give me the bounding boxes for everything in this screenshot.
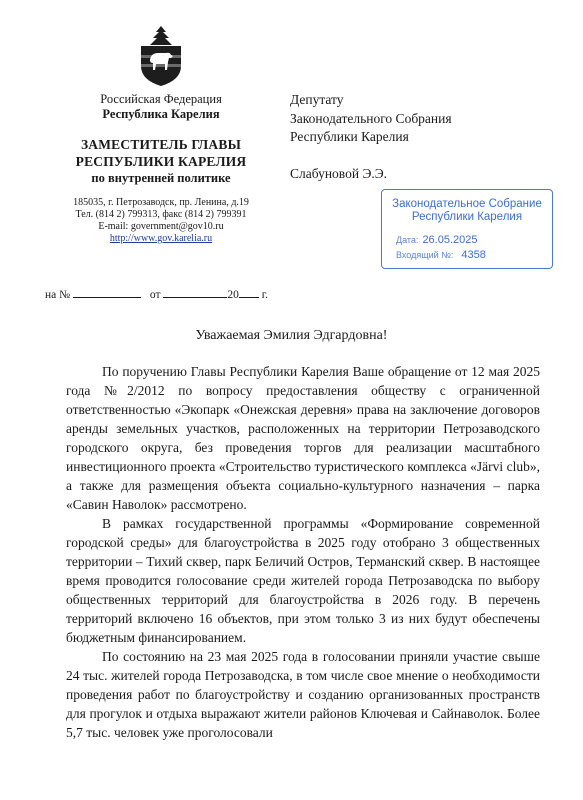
stamp-date-label: Дата: bbox=[396, 235, 419, 245]
letter-body bbox=[66, 362, 540, 742]
republic-name: Республика Карелия bbox=[102, 107, 220, 121]
stamp-number-row bbox=[396, 249, 486, 261]
reg-number-blank bbox=[73, 286, 141, 298]
body-paragraph-1: По поручению Главы Республики Карелия Ваше обращение от 12 мая 2025 года №2/2012 по вопросу предоставления обществу с ограниченной ответственностью «Экопарк «Онежская деревня» права на заключение договоров аренды земельных участков, расположенных на территории Петрозаводского городского округа, без проведения торгов для реализации масштабного инвестиционного проекта «Строительство туристического комплекса «Järvi club», а также для размещения объекта социально-культурного назначения – парка «Савин Наволок» рассмотрено. bbox=[66, 364, 540, 512]
reg-year-suffix: г. bbox=[261, 289, 269, 301]
reg-date-blank bbox=[163, 286, 227, 298]
body-paragraph-2: В рамках государственной программы «Формирование современной городской среды» для благоустройства в 2025 году отобрано 3 общественных территории – Тихий сквер, парк Беличий Остров, Терманский сквер. В настоящее время проводится голосование среди жителей города Петрозаводска по выбору общественных территорий для благоустройства в 2026 году. В перечень территорий включено 16 объектов, при этом только 3 из них будут обеспечены бюджетным финансированием. bbox=[66, 516, 540, 645]
recipient-name: Слабуновой Э.Э. bbox=[290, 165, 388, 181]
sender-email: E-mail: government@gov10.ru bbox=[98, 221, 224, 232]
reg-from-label: от bbox=[149, 289, 161, 301]
body-paragraph-3: По состоянию на 23 мая 2025 года в голосовании приняли участие свыше 24 тыс. жителей города Петрозаводска, в том числе свое мнение о необходимости проведения работ по благоустройству и созданию организованных пространств для прогулок и отдыха выражают жители районов Ключевая и Сайнаволок. Более 5,7 тыс. человек уже проголосовали bbox=[66, 649, 540, 740]
country-name: Российская Федерация bbox=[100, 92, 222, 106]
recipient-line2: Законодательного Собрания bbox=[290, 110, 452, 126]
reg-number-prefix: на № bbox=[45, 289, 71, 301]
recipient-line1: Депутату bbox=[290, 92, 344, 107]
stamp-date-row bbox=[396, 234, 478, 246]
sender-address: 185035, г. Петрозаводск, пр. Ленина, д.19 bbox=[73, 197, 249, 208]
reg-year-blank bbox=[239, 286, 259, 298]
salutation: Уважаемая Эмилия Эдгардовна! bbox=[195, 328, 388, 343]
sender-department: по внутренней политике bbox=[91, 171, 231, 185]
sender-organization bbox=[36, 92, 286, 186]
registration-stamp bbox=[381, 189, 553, 269]
sender-phone: Тел. (814 2) 799313, факс (814 2) 799391 bbox=[75, 209, 247, 220]
sender-contacts bbox=[36, 197, 286, 245]
sender-website-link[interactable]: http://www.gov.karelia.ru bbox=[109, 233, 213, 244]
recipient-line3: Республики Карелия bbox=[290, 129, 409, 144]
stamp-date-value: 26.05.2025 bbox=[422, 234, 478, 246]
stamp-number-label: Входящий №: bbox=[396, 250, 454, 260]
reg-year-prefix: 20 bbox=[227, 289, 239, 301]
sender-title-line2: РЕСПУБЛИКИ КАРЕЛИЯ bbox=[75, 154, 247, 169]
karelia-coat-of-arms-icon bbox=[138, 26, 184, 86]
stamp-title-line2: Республики Карелия bbox=[411, 211, 523, 223]
recipient-block bbox=[290, 91, 452, 183]
registration-line bbox=[45, 286, 268, 301]
stamp-title-line1: Законодательное Собрание bbox=[392, 198, 542, 210]
sender-title-line1: ЗАМЕСТИТЕЛЬ ГЛАВЫ bbox=[80, 137, 242, 152]
stamp-number-value: 4358 bbox=[461, 249, 486, 261]
